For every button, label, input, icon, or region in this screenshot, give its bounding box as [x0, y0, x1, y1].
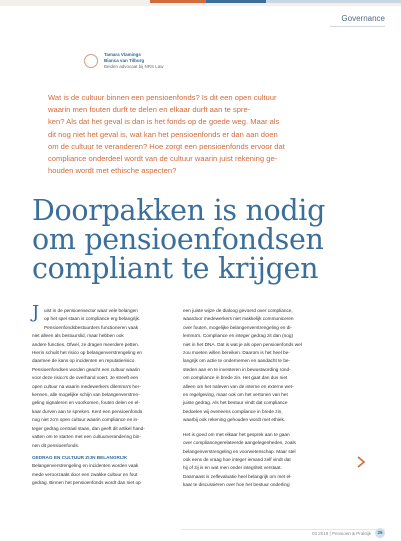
body-line: kaar durven aan te spreken. Kent een pensioenfonds	[32, 408, 143, 414]
section-label: Governance	[341, 14, 385, 23]
body-line: over compliancegerelateerde aangelegenheden, zoals	[183, 440, 296, 446]
body-line: open cultuur na waarin medewerkers dilemma's her-	[32, 383, 141, 389]
body-line: Hierin schuilt het risico op belangenverstrengeling en	[32, 350, 142, 356]
body-line: andere functies. Ofwel, ze dragen meerdere petten.	[32, 341, 140, 347]
body-line: om compliance in brede zin. Het gaat dan dus niet	[183, 375, 288, 381]
body-line: ook eens de vraag hoe integer iemand zelf vindt dat	[183, 456, 291, 462]
body-line: kaar te discussiëren over hoe het bestuur onderling	[183, 482, 290, 488]
author-avatar-icon	[84, 54, 98, 68]
intro-line: waarin men fouten durft te delen en elkaar durft aan te spre-	[48, 105, 251, 115]
author-name-2: Bianca van Tilburg	[104, 58, 145, 63]
body-line: uist in de pensioensector waar vele belangen	[44, 308, 138, 313]
intro-line: ken? Als dat het geval is dan is het fonds op de goede weg. Maar als	[48, 117, 280, 127]
footer-text: 03 2019 | Pensioen & Praktijk	[312, 531, 371, 536]
top-stripe	[0, 0, 401, 6]
body-line: en regelgeving, maar ook om het vertonen van het	[183, 392, 288, 398]
body-line: waarbij ook rekening gehouden wordt met ethiek.	[183, 417, 286, 423]
intro-line: houden wordt met ethische aspecten?	[48, 166, 177, 176]
body-line: Pensioenfondsen worden geacht een cultuur waarin	[32, 366, 140, 372]
body-line: nen dit pensioenfonds.	[32, 442, 80, 448]
body-column-left	[32, 307, 175, 488]
body-line: juiste gedrag. Als het bestuur vindt dat compliance	[183, 400, 288, 406]
section-divider	[330, 26, 385, 27]
intro-line: Wat is de cultuur binnen een pensioenfonds? Is dit een open cultuur	[48, 93, 277, 102]
title-line: om pensioenfondsen	[32, 223, 324, 256]
body-line: daarmee de kans op incidenten en reputatierisico.	[32, 358, 136, 364]
continue-chevron-icon	[355, 456, 367, 468]
body-line: Daarnaast is zelfevaluatie heel belangrijk om met el-	[183, 473, 292, 479]
drop-cap: J	[32, 302, 40, 323]
stripe-light	[266, 0, 401, 3]
body-line: alleen om het naleven van de interne en externe wet-	[183, 383, 294, 389]
stripe-orange	[150, 0, 206, 3]
intro-line: dit nog niet het geval is, wat kan het pensioenfonds er dan aan doen	[48, 129, 278, 139]
body-line: lemma's. Compliance en integer gedrag zit dan (nog)	[183, 333, 294, 339]
body-line: Het is goed om met elkaar het gesprek aan te gaan	[183, 431, 290, 437]
author-role: Beiden advocaat bij NRS Law	[104, 64, 164, 69]
section-subheading: GEDRAG EN CULTUUR ZIJN BELANGRIJK	[32, 454, 128, 460]
author-name-1: Tamara Vlamings	[104, 52, 141, 57]
intro-line: compliance onderdeel wordt van de cultuur waarin juist rekening ge-	[48, 154, 278, 164]
body-line: teger gedrag centraal staan, dan geeft dit artikel hand-	[32, 425, 145, 431]
body-line: voor deze risico's de overhand voert. Je streeft een	[32, 375, 139, 381]
body-line: steden aan en te investeren in bewustwording rond-	[183, 366, 291, 372]
body-line: geling signaleren en voorkomen, fouten delen en el-	[32, 400, 140, 406]
intro-paragraph	[48, 92, 366, 177]
body-line: Belangenverstrengeling en incidenten worden vaak	[32, 463, 139, 469]
body-line: mede veroorzaakt door een zwakke cultuur en fout	[32, 471, 138, 477]
footer-divider	[182, 529, 385, 530]
body-line: waardoor medewerkers niet makkelijk communiceren	[183, 316, 294, 322]
body-line: belangenverstrengeling en voorwetenschap. Maar stel	[183, 448, 296, 454]
stripe-blue	[206, 0, 266, 3]
body-line: vatten om te starten met een cultuurverandering bin-	[32, 434, 141, 440]
body-line: over fouten, mogelijke belangenverstrengeling en di-	[183, 324, 292, 330]
page-number: 25	[375, 528, 385, 538]
body-line: op het spel staan is compliance erg belangrijk.	[44, 316, 141, 322]
body-line: langrijk om actie te ondernemen en aandacht te be-	[183, 358, 291, 364]
body-column-right	[183, 307, 326, 490]
title-line: compliant te krijgen	[32, 252, 319, 285]
title-line: Doorpakken is nodig	[32, 194, 326, 227]
body-line: kennen, alle mogelijke schijn van belangenverstren-	[32, 392, 140, 398]
intro-line: om de cultuur te veranderen? Hoe zorgt een pensioenfonds ervoor dat	[48, 141, 285, 151]
body-line: zou moeten willen bereiken. Daarom is het heel be-	[183, 350, 290, 356]
body-line: hij of zij is en wat men onder integriteit verstaat.	[183, 465, 282, 471]
body-line: bedoelen wij eveneens compliance in brede zin,	[183, 408, 283, 414]
body-line: een juiste wijze de dialoog gevoerd over compliance,	[183, 308, 293, 313]
article-title	[32, 196, 382, 283]
body-line: niet alleen als bestuurslid, maar hebben ook	[32, 333, 124, 339]
body-line: gedrag. Binnen het pensioenfonds wordt dan niet op	[32, 480, 141, 486]
body-line: nog niet zo'n open cultuur waarin compliance en in-	[32, 417, 139, 423]
body-line: Pensioenfondsbestuurders functioneren vaak	[44, 324, 139, 330]
body-line: niet in het DNA. Dat is wat je als open pensioenfonds wel	[183, 341, 302, 347]
